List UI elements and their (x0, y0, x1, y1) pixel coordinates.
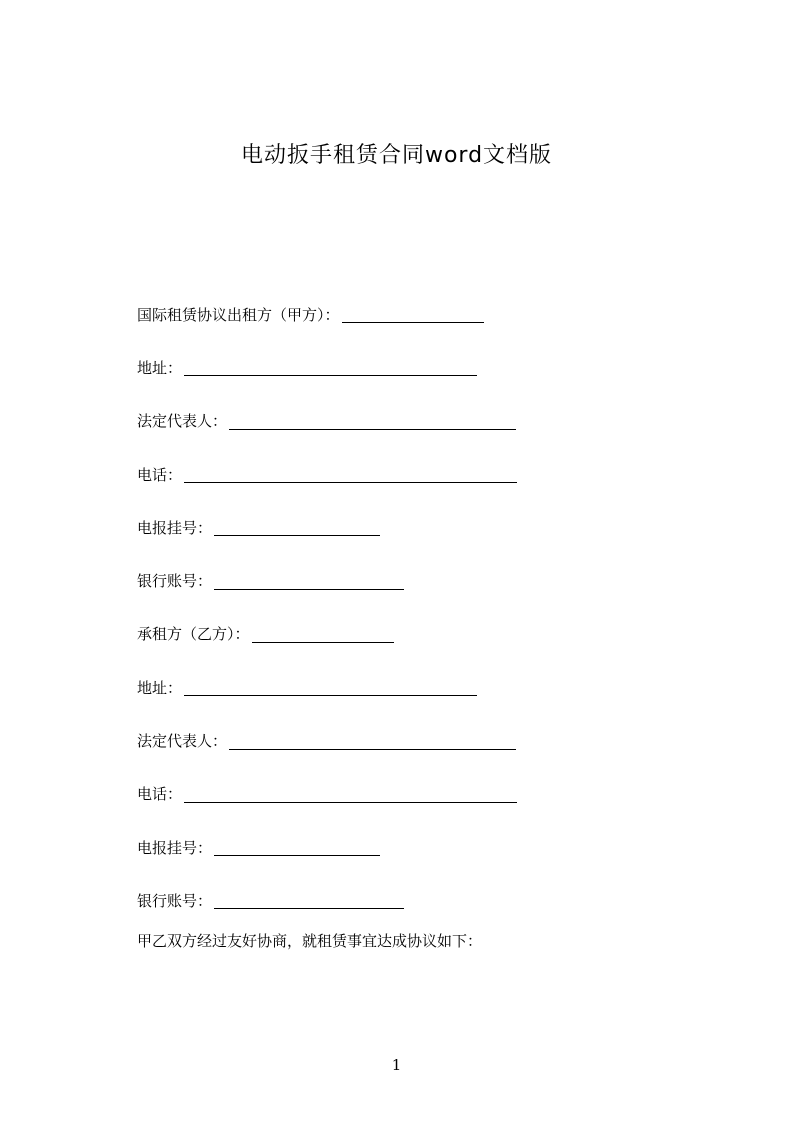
field-lessor (137, 288, 697, 341)
field-lessor-address (137, 341, 697, 394)
party-fields (137, 288, 697, 928)
field-label: 地址： (137, 678, 183, 697)
field-label: 法定代表人： (137, 412, 228, 431)
field-label: 地址： (137, 358, 183, 377)
field-label: 国际租赁协议出租方（甲方）： (137, 305, 340, 324)
field-lessee-address (137, 661, 697, 714)
field-label: 电报挂号： (137, 838, 213, 857)
fill-in-blank[interactable] (214, 519, 380, 536)
fill-in-blank[interactable] (342, 306, 484, 323)
field-label: 电报挂号： (137, 518, 213, 537)
page-number: 1 (391, 1056, 402, 1074)
fill-in-blank[interactable] (229, 733, 516, 750)
field-lessee-representative (137, 714, 697, 767)
field-label: 法定代表人： (137, 732, 228, 751)
field-lessor-bank-account (137, 554, 697, 607)
fill-in-blank[interactable] (184, 466, 517, 483)
field-lessor-representative (137, 395, 697, 448)
fill-in-blank[interactable] (214, 839, 380, 856)
field-lessee-bank-account (137, 874, 697, 927)
field-lessee-phone (137, 768, 697, 821)
fill-in-blank[interactable] (184, 359, 477, 376)
fill-in-blank[interactable] (214, 573, 404, 590)
fill-in-blank[interactable] (184, 679, 477, 696)
field-label: 电话： (137, 465, 183, 484)
field-lessee (137, 608, 697, 661)
intro-paragraph: 甲乙双方经过友好协商，就租赁事宜达成协议如下： (137, 932, 483, 950)
fill-in-blank[interactable] (252, 626, 394, 643)
document-title: 电动扳手租赁合同word文档版 (240, 143, 553, 168)
field-lessee-telegraph (137, 821, 697, 874)
field-label: 银行账号： (137, 891, 213, 910)
fill-in-blank[interactable] (184, 786, 517, 803)
field-lessor-phone (137, 448, 697, 501)
field-label: 承租方（乙方）： (137, 625, 250, 644)
field-lessor-telegraph (137, 501, 697, 554)
field-label: 银行账号： (137, 572, 213, 591)
fill-in-blank[interactable] (214, 892, 404, 909)
field-label: 电话： (137, 785, 183, 804)
fill-in-blank[interactable] (229, 413, 516, 430)
